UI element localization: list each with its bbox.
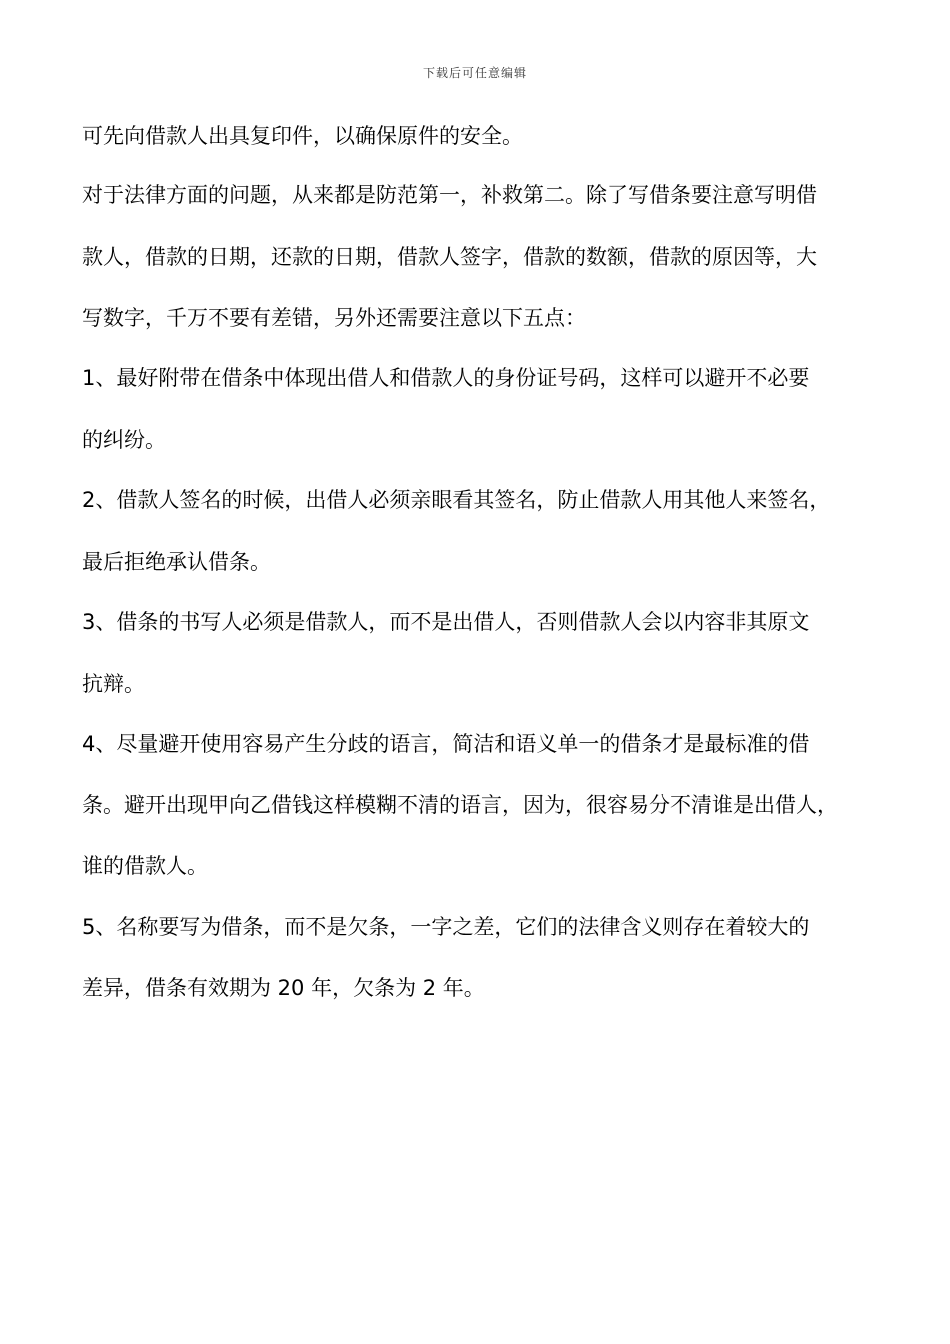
list-item-2-line: 最后拒绝承认借条。 [82, 550, 271, 574]
list-item-5-line: 5、名称要写为借条，而不是欠条，一字之差，它们的法律含义则存在着较大的 [82, 915, 810, 939]
list-item-5-line: 差异，借条有效期为 20 年，欠条为 2 年。 [82, 976, 485, 1000]
list-item-1-line: 1、最好附带在借条中体现出借人和借款人的身份证号码，这样可以避开不必要 [82, 366, 810, 390]
list-item-1-line: 的纠纷。 [82, 428, 166, 452]
list-item-3-line: 抗辩。 [82, 672, 145, 696]
text-line: 款人，借款的日期，还款的日期，借款人签字，借款的数额，借款的原因等，大 [82, 245, 817, 269]
list-item-4-line: 谁的借款人。 [82, 854, 208, 878]
list-item-2-line: 2、借款人签名的时候，出借人必须亲眼看其签名，防止借款人用其他人来签名， [82, 488, 831, 512]
page-header: 下载后可任意编辑 [422, 66, 527, 80]
list-item-4-line: 条。避开出现甲向乙借钱这样模糊不清的语言，因为，很容易分不清谁是出借人， [82, 793, 838, 817]
text-line: 对于法律方面的问题，从来都是防范第一，补救第二。除了写借条要注意写明借 [82, 183, 817, 207]
list-item-4-line: 4、尽量避开使用容易产生分歧的语言，简洁和语义单一的借条才是最标准的借 [82, 732, 810, 756]
list-item-3-line: 3、借条的书写人必须是借款人，而不是出借人，否则借款人会以内容非其原文 [82, 610, 810, 634]
text-line: 写数字，千万不要有差错，另外还需要注意以下五点： [82, 306, 586, 330]
text-line: 可先向借款人出具复印件，以确保原件的安全。 [82, 124, 523, 148]
